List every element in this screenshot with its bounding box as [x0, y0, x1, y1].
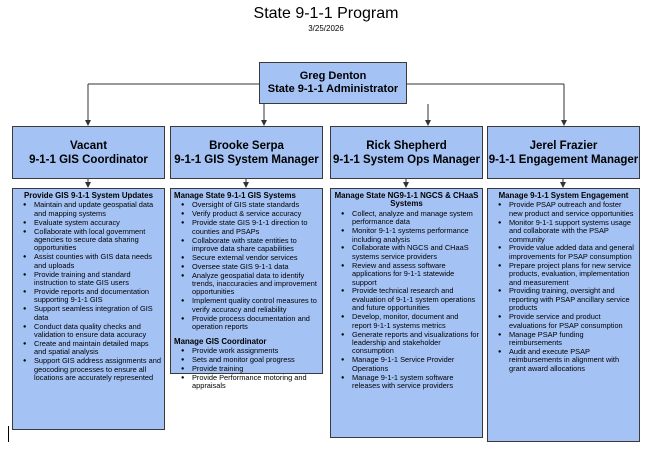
duty-item: ● Sets and monitor goal progress — [192, 356, 319, 364]
duty-item: ● Manage PSAP funding reimbursements — [509, 331, 636, 348]
duty-item: ● Audit and execute PSAP reimbursements in alignment with grant award allocations — [509, 348, 636, 373]
manager-role: 9-1-1 Engagement Manager — [488, 153, 639, 166]
duty-item: ● Provide service and product evaluations for PSAP consumption — [509, 313, 636, 330]
duty-item: ● Provide Performance motoring and appraisals — [192, 374, 319, 391]
duty-item: ● Provide reports and documentation supporting 9-1-1 GIS — [34, 288, 161, 305]
duties-box-engagement-manager — [487, 188, 640, 442]
manager-name: Brooke Serpa — [209, 139, 284, 152]
duty-section — [16, 192, 161, 382]
page-date: 3/25/2026 — [308, 24, 344, 33]
duty-item: ● Create and maintain detailed maps and spatial analysis — [34, 340, 161, 357]
duty-item: ● Oversight of GIS state standards — [192, 201, 319, 209]
duty-item: ● Provide technical research and evaluation of 9-1-1 system operations and future opportunities — [352, 287, 479, 312]
duty-item: ● Evaluate system accuracy — [34, 219, 161, 227]
duty-item: ● Conduct data quality checks and validation to ensure data accuracy — [34, 323, 161, 340]
page-title: State 9-1-1 Program — [253, 5, 399, 22]
duty-item: ● Provide value added data and general improvements for PSAP consumption — [509, 244, 636, 261]
section-heading: Provide GIS 9-1-1 System Updates — [24, 191, 153, 200]
duty-item: ● Maintain and update geospatial data and mapping systems — [34, 201, 161, 218]
duty-item: ● Monitor 9-1-1 systems performance including analysis — [352, 227, 479, 244]
duties-box-system-ops-manager — [330, 188, 483, 438]
duty-item: ● Monitor 9-1-1 support systems usage and collaborate with the PSAP community — [509, 219, 636, 244]
duty-item: ● Collaborate with state entities to improve data share capabilities — [192, 237, 319, 254]
duty-item: ● Collaborate with NGCS and CHaaS systems service providers — [352, 244, 479, 261]
duty-item: ● Collect, analyze and manage system performance data — [352, 210, 479, 227]
duty-item: ● Provide training and standard instruction to state GIS users — [34, 271, 161, 288]
duty-item: ● Providing training, oversight and reporting with PSAP ancillary service products — [509, 287, 636, 312]
duty-list — [491, 201, 636, 373]
text-cursor — [8, 426, 9, 442]
admin-box — [259, 62, 407, 104]
duty-item: ● Manage 9-1-1 Service Provider Operations — [352, 356, 479, 373]
duty-section — [334, 192, 479, 390]
duty-section — [174, 192, 319, 332]
duty-section — [491, 192, 636, 373]
duty-item: ● Provide PSAP outreach and foster new product and service opportunities — [509, 201, 636, 218]
duty-item: ● Support seamless integration of GIS data — [34, 305, 161, 322]
duty-section — [174, 338, 319, 391]
admin-name: Greg Denton — [299, 70, 367, 82]
duty-item: ● Develop, monitor, document and report 9-1-1 systems metrics — [352, 313, 479, 330]
manager-role: 9-1-1 GIS Coordinator — [29, 153, 148, 166]
section-heading: Manage 9-1-1 System Engagement — [498, 191, 629, 200]
duty-item: ● Generate reports and visualizations for leadership and stakeholder consumption — [352, 331, 479, 356]
duty-item: ● Assist counties with GIS data needs and uploads — [34, 253, 161, 270]
duty-item: ● Provide state GIS 9-1-1 direction to counties and PSAPs — [192, 219, 319, 236]
duty-item: ● Collaborate with local government agencies to secure data sharing opportunities — [34, 228, 161, 253]
section-heading: Manage State NG9-1-1 NGCS & CHaaS Systems — [334, 191, 479, 209]
duty-item: ● Secure external vendor services — [192, 254, 319, 262]
duty-item: ● Provide process documentation and operation reports — [192, 315, 319, 332]
duty-list — [174, 347, 319, 391]
manager-box-engagement-manager — [487, 126, 640, 179]
manager-name: Vacant — [69, 139, 108, 152]
manager-name: Jerel Frazier — [529, 139, 598, 152]
section-heading: Manage State 9-1-1 GIS Systems — [174, 191, 296, 200]
duty-item: ● Manage 9-1-1 system software releases with service providers — [352, 374, 479, 391]
duty-item: ● Support GIS address assignments and geocoding processes to ensure all locations are accurately represented — [34, 357, 161, 382]
duty-item: ● Provide work assignments — [192, 347, 319, 355]
duty-list — [174, 201, 319, 331]
duty-item: ● Implement quality control measures to verify accuracy and reliability — [192, 297, 319, 314]
manager-box-gis-system-manager — [170, 126, 323, 179]
section-heading: Manage GIS Coordinator — [174, 336, 267, 346]
manager-role: 9-1-1 GIS System Manager — [174, 153, 319, 166]
duty-item: ● Analyze geospatial data to identify trends, inaccuracies and improvement opportunities — [192, 272, 319, 297]
duties-box-gis-system-manager — [170, 188, 323, 391]
duty-item: ● Prepare project plans for new service products, evaluation, implementation and measurement — [509, 262, 636, 287]
duties-box-gis-coordinator — [12, 188, 165, 430]
manager-role: 9-1-1 System Ops Manager — [332, 153, 480, 166]
manager-box-gis-coordinator — [12, 126, 165, 179]
duty-item: ● Verify product & service accuracy — [192, 210, 319, 218]
admin-role: State 9-1-1 Administrator — [267, 83, 399, 95]
manager-box-system-ops-manager — [330, 126, 483, 179]
manager-name: Rick Shepherd — [366, 139, 447, 152]
duty-list — [16, 201, 161, 382]
duty-item: ● Review and assess software applications for 9-1-1 statewide support — [352, 262, 479, 287]
duty-item: ● Provide training — [192, 365, 319, 373]
duty-list — [334, 210, 479, 391]
duty-item: ● Oversee state GIS 9-1-1 data — [192, 263, 319, 271]
